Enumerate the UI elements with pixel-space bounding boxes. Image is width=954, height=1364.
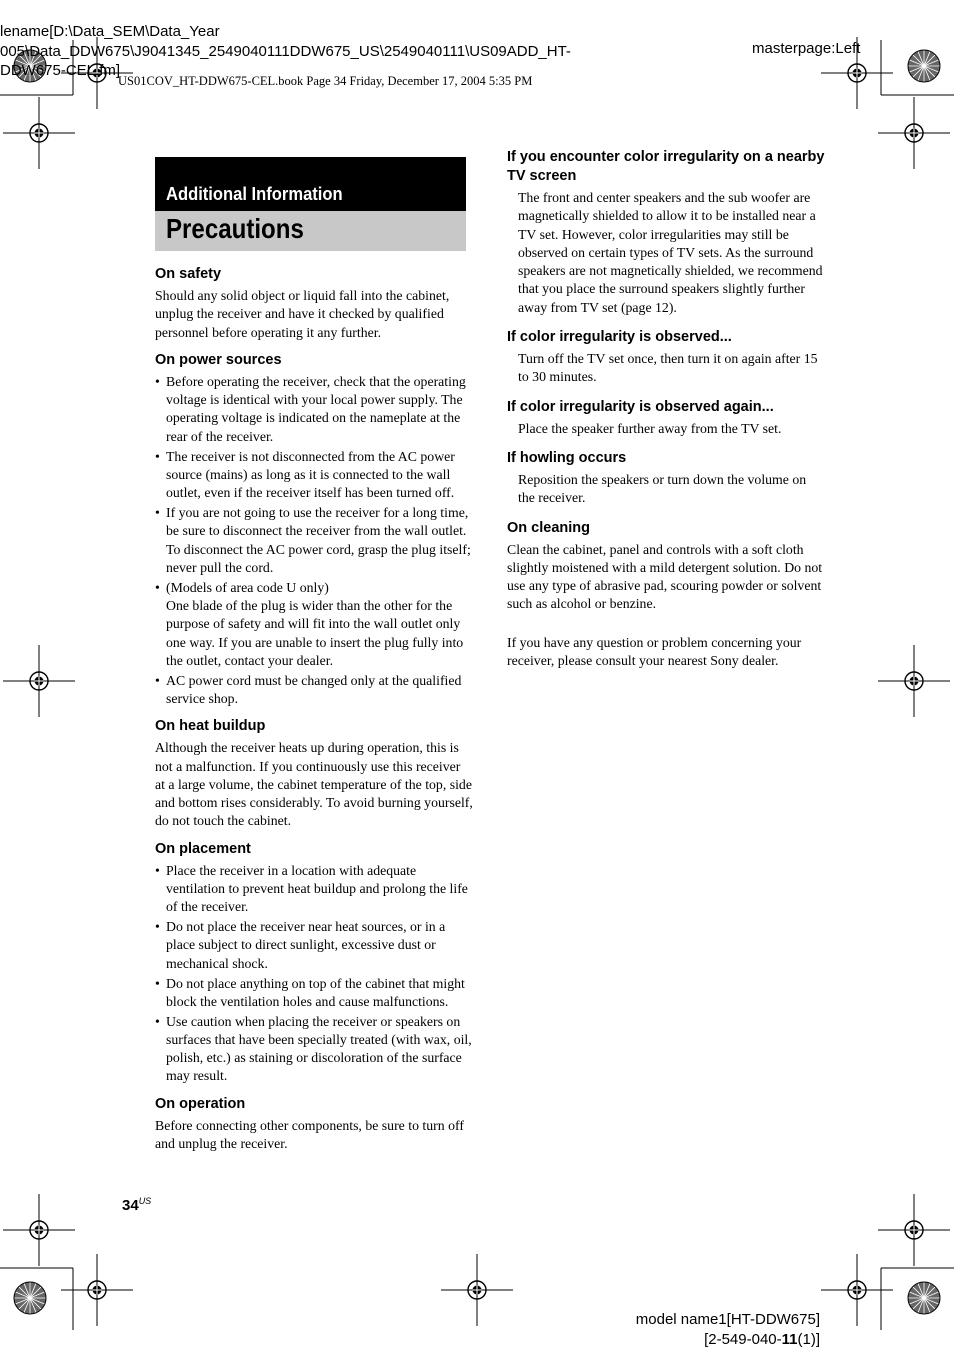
page-title: Precautions: [166, 213, 304, 244]
book-info-line: US01COV_HT-DDW675-CEL.book Page 34 Friday, December 17, 2004 5:35 PM: [118, 74, 533, 88]
section-placement: [155, 840, 473, 1086]
registration-crosshair-icon: [3, 97, 75, 169]
section-color-tv: [507, 148, 825, 317]
registration-starburst-icon: [908, 1282, 940, 1314]
list-item: • (Models of area code U only) One blade of the plug is wider than the other for the purpose of safety and will fit into the wall outlet only one way. If you are unable to insert the plug fully into the outlet, contact your dealer.: [155, 579, 464, 668]
right-column: [507, 148, 825, 670]
list-item-detail: One blade of the plug is wider than the other for the purpose of safety and will fit into the wall outlet only one way. If you are unable to insert the plug fully into the outlet, contact your dealer.: [166, 597, 464, 668]
section-observed-again: [507, 398, 825, 438]
category-banner: [155, 157, 466, 211]
bullet-list: [155, 862, 473, 1086]
closing-text: If you have any question or problem concerning your receiver, please consult your nearest Sony dealer.: [507, 634, 802, 669]
category-title: Additional Information: [166, 184, 343, 204]
section-heading: On heat buildup: [155, 718, 266, 735]
section-heading: On power sources: [155, 351, 282, 368]
list-item: • Do not place the receiver near heat sources, or in a place subject to direct sunlight, excessive dust or mechanical shock.: [155, 919, 446, 971]
section-text: The front and center speakers and the sub woofer are magnetically shielded to allow it to be installed near a TV set. However, color irregularities may still be observed on certain types of TV sets. As the surround speakers are not magnetically shielded, we recommend that you place the surround speakers slightly further away from TV set (page 12).: [518, 190, 823, 315]
list-item: • The receiver is not disconnected from the AC power source (mains) as long as it is connected to the wall outlet, even if the receiver itself has been turned off.: [155, 448, 455, 501]
list-item: • AC power cord must be changed only at the qualified service shop.: [155, 672, 462, 706]
registration-crosshair-icon: [878, 1194, 950, 1266]
section-text: Should any solid object or liquid fall into the cabinet, unplug the receiver and have it checked by qualified personnel before operating it any further.: [155, 288, 450, 340]
section-heading: If color irregularity is observed again...: [507, 398, 774, 415]
model-line: model name1[HT-DDW675]: [635, 1311, 820, 1328]
section-heading: On placement: [155, 840, 251, 857]
section-power: [155, 351, 473, 708]
model-info: [636, 1310, 820, 1350]
registration-crosshair-icon: [821, 1254, 893, 1326]
section-text: Although the receiver heats up during operation, this is not a malfunction. If you continuously use this receiver at a large volume, the cabinet temperature of the top, side and bottom rises considerably. To avoid burning yourself, do not touch the cabinet.: [155, 740, 473, 829]
section-operation: [155, 1095, 473, 1154]
registration-crosshair-icon: [3, 645, 75, 717]
section-heading: If color irregularity is observed...: [507, 329, 732, 346]
left-column: [155, 265, 473, 1162]
section-heat: [155, 717, 473, 830]
list-item: • Use caution when placing the receiver or speakers on surfaces that have been specially treated (with wax, oil, polish, etc.) as staining or discoloration of the surface may result.: [155, 1013, 472, 1084]
section-safety: [155, 265, 473, 342]
section-heading: If howling occurs: [507, 449, 627, 466]
title-banner: [155, 211, 466, 251]
list-item: • Place the receiver in a location with adequate ventilation to prevent heat buildup and prolong the life of the receiver.: [155, 862, 468, 915]
section-text: Clean the cabinet, panel and controls with a soft cloth slightly moistened with a mild detergent solution. Do not use any type of abrasive pad, scouring powder or solvent such as alcohol or benzine.: [507, 541, 823, 612]
section-heading: On operation: [155, 1095, 246, 1112]
list-item: • Before operating the receiver, check that the operating voltage is identical with your local power supply. The operating voltage is indicated on the nameplate at the rear of the receiver.: [155, 373, 466, 444]
bullet-list: [155, 373, 473, 708]
registration-starburst-icon: [908, 50, 940, 82]
masterpage-label: masterpage:Left: [752, 40, 861, 57]
list-item: • If you are not going to use the receiver for a long time, be sure to disconnect the receiver from the wall outlet. To disconnect the AC power cord, grasp the plug itself; never pull the cord.: [155, 504, 471, 575]
section-text: Reposition the speakers or turn down the volume on the receiver.: [518, 471, 807, 506]
section-heading: If you encounter color irregularity on a nearby TV screen: [507, 149, 825, 184]
section-howling: [507, 449, 825, 508]
page-number: $34^{US}$: [122, 1196, 152, 1214]
registration-crosshair-icon: [878, 645, 950, 717]
section-heading: On safety: [155, 266, 222, 282]
section-text: Before connecting other components, be sure to turn off and unplug the receiver.: [155, 1117, 464, 1152]
registration-crosshair-icon: [61, 1254, 133, 1326]
part-number: [2-549-040-11(1)]: [704, 1331, 820, 1348]
section-text: Turn off the TV set once, then turn it on again after 15 to 30 minutes.: [518, 351, 818, 385]
section-text: Place the speaker further away from the TV set.: [518, 420, 782, 436]
filename-meta: lename[D:\Data_SEM\Data_Year 005\Data_DDW675\J9041345_2549040111DDW675_US\2549040111\US09ADD_HT- DDW675-CEL.fm]: [0, 23, 571, 79]
section-heading: On cleaning: [507, 519, 590, 536]
section-cleaning: [507, 519, 825, 614]
registration-starburst-icon: [14, 1282, 46, 1314]
registration-crosshair-icon: [878, 97, 950, 169]
section-observed: [507, 328, 825, 387]
list-item: • Do not place anything on top of the cabinet that might block the ventilation holes and cause malfunctions.: [155, 975, 465, 1009]
registration-crosshair-icon: [441, 1254, 513, 1326]
registration-crosshair-icon: [3, 1194, 75, 1266]
